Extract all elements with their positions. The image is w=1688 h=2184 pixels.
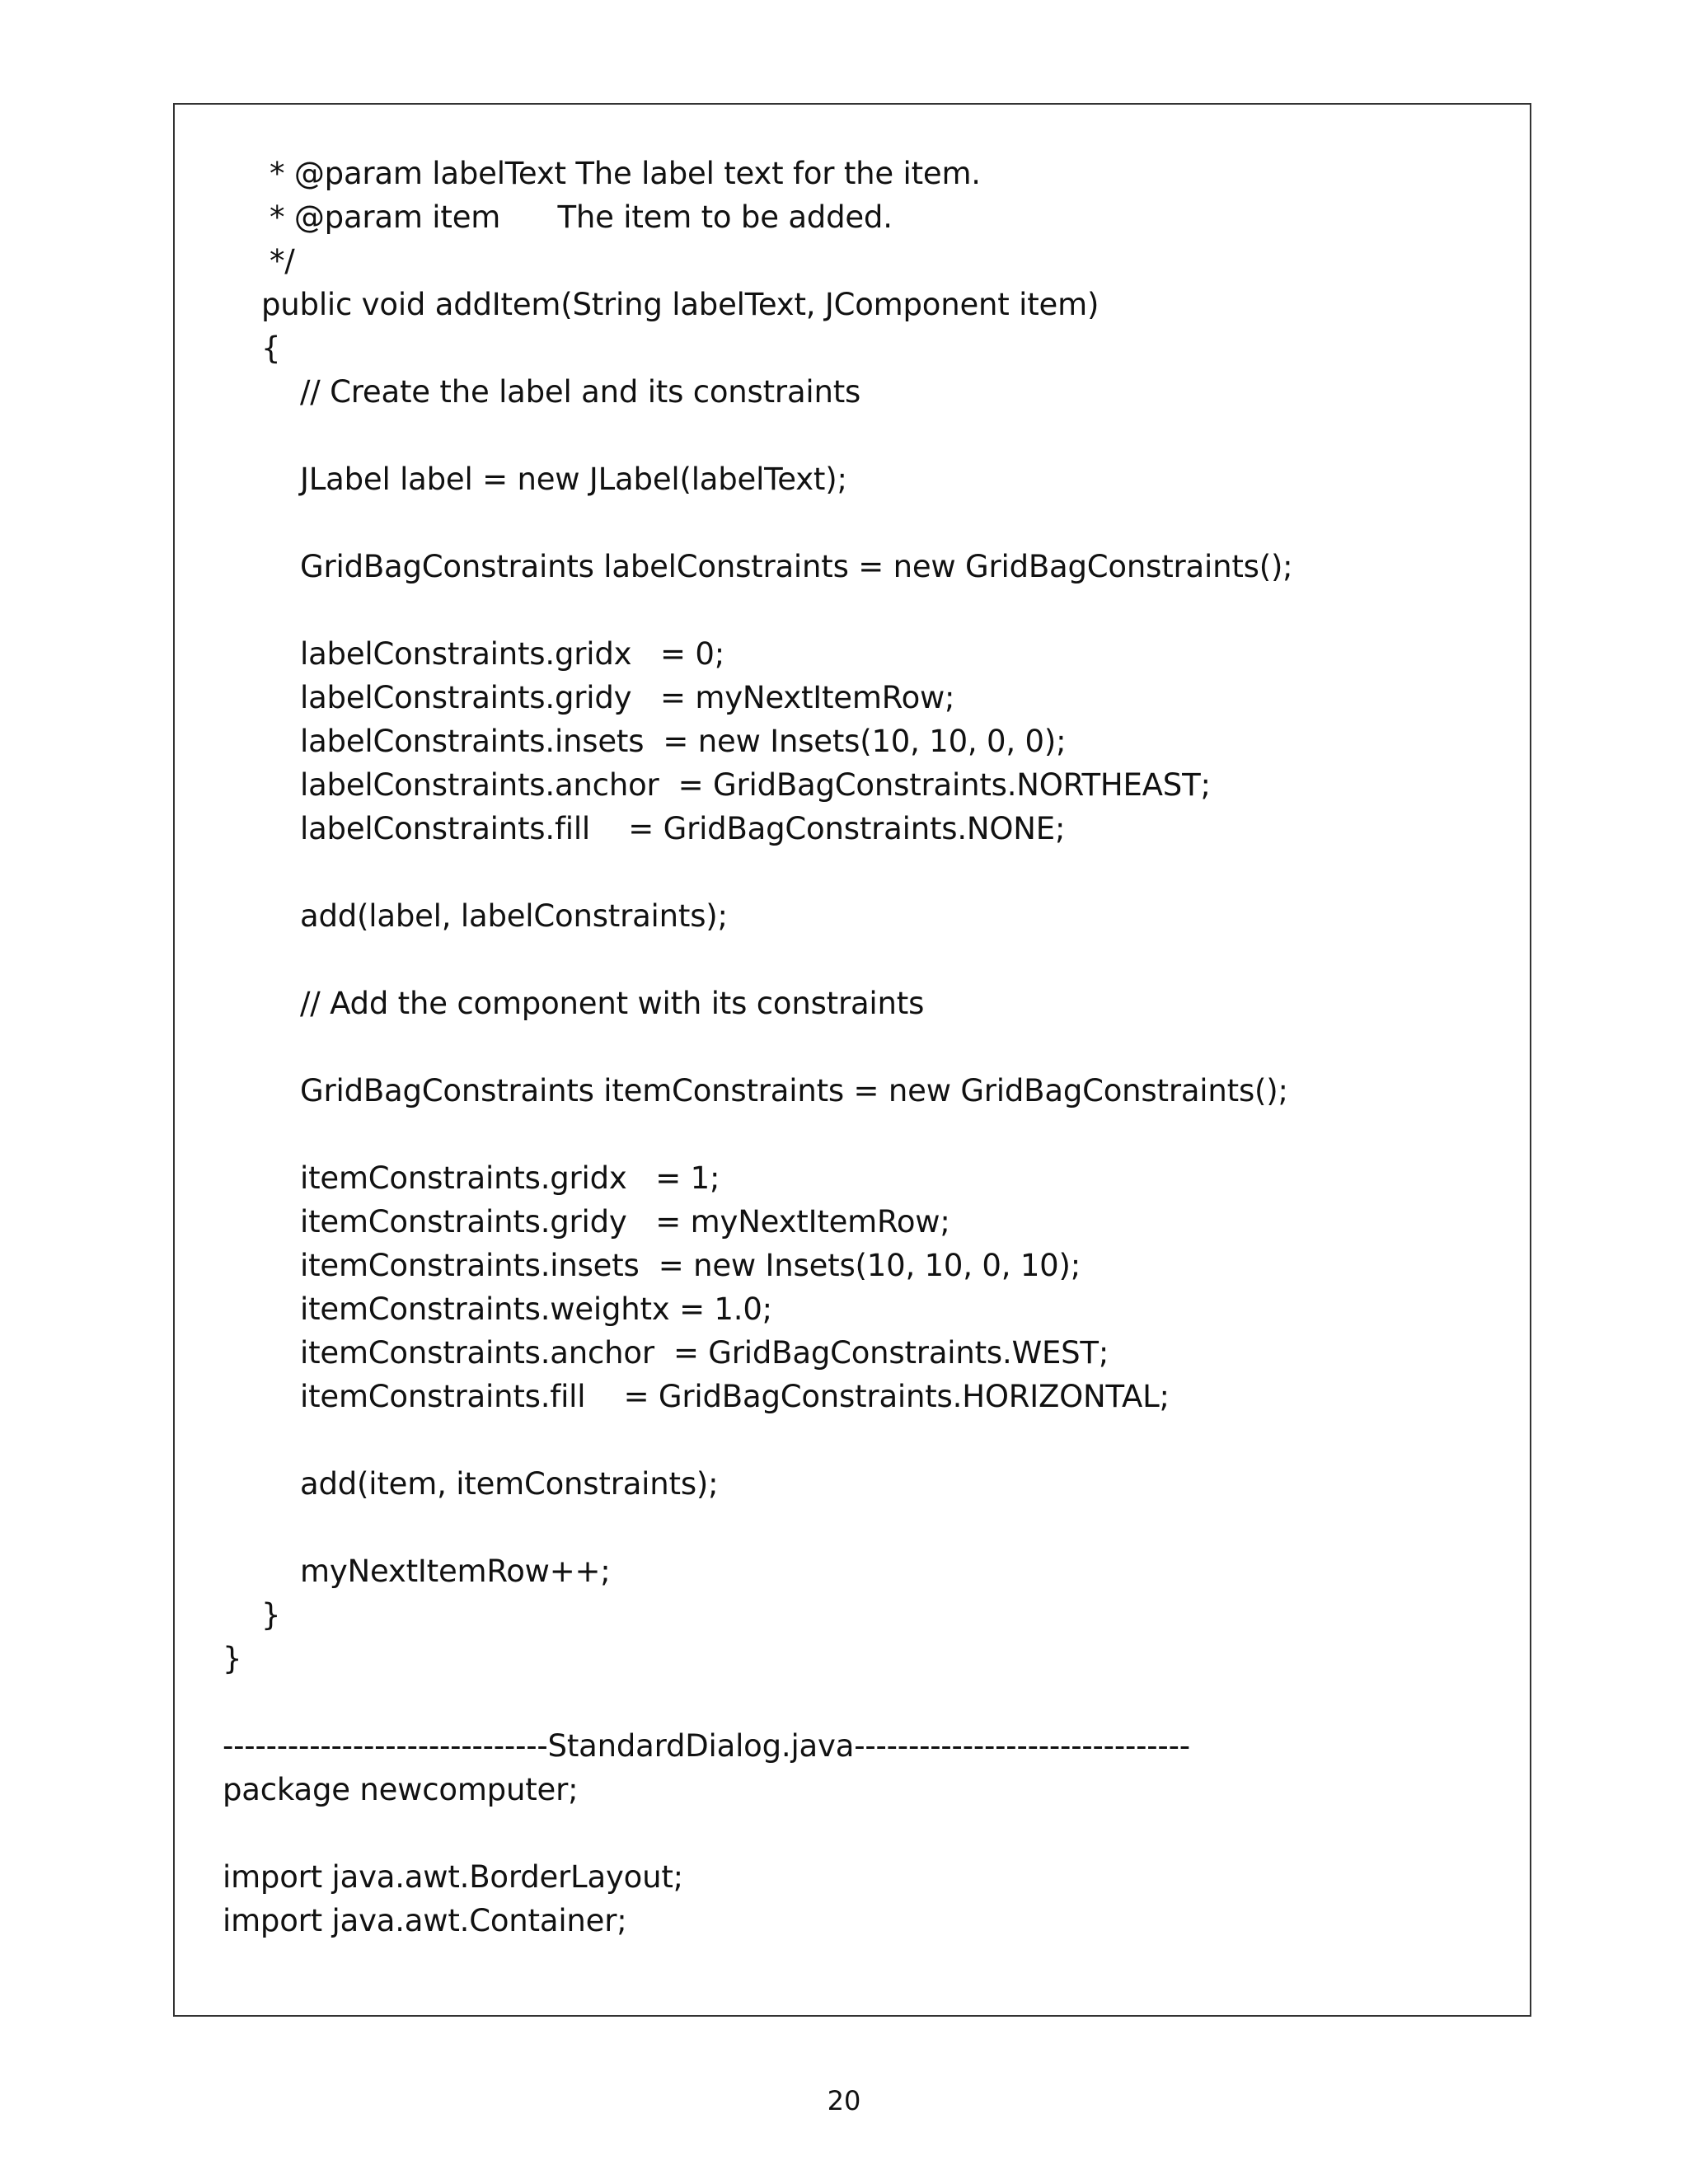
code-line: add(label, labelConstraints); xyxy=(300,898,728,934)
code-line: add(item, itemConstraints); xyxy=(300,1466,719,1502)
code-line: itemConstraints.gridy = myNextItemRow; xyxy=(300,1204,950,1240)
code-line: labelConstraints.anchor = GridBagConstraints.NORTHEAST; xyxy=(300,767,1211,803)
code-line: itemConstraints.weightx = 1.0; xyxy=(300,1291,772,1327)
code-line: } xyxy=(223,1641,242,1676)
code-line: itemConstraints.fill = GridBagConstraints.HORIZONTAL; xyxy=(300,1379,1170,1414)
code-line: labelConstraints.fill = GridBagConstraints.NONE; xyxy=(300,811,1066,846)
code-line: labelConstraints.insets = new Insets(10, 10, 0, 0); xyxy=(300,724,1067,759)
code-line: itemConstraints.gridx = 1; xyxy=(300,1160,720,1196)
code-line: import java.awt.BorderLayout; xyxy=(223,1859,683,1895)
code-listing-box xyxy=(173,103,1531,2017)
code-line: */ xyxy=(270,243,295,279)
code-listing xyxy=(175,105,1530,2015)
code-line: labelConstraints.gridy = myNextItemRow; xyxy=(300,680,955,715)
code-line: // Create the label and its constraints xyxy=(300,374,861,410)
code-line: import java.awt.Container; xyxy=(223,1903,627,1938)
code-line: // Add the component with its constraints xyxy=(300,986,925,1021)
code-line: package newcomputer; xyxy=(223,1772,579,1807)
code-line: JLabel label = new JLabel(labelText); xyxy=(300,462,847,497)
code-line: * @param labelText The label text for the item. xyxy=(270,156,981,191)
code-line: } xyxy=(261,1597,281,1633)
page-number: 20 xyxy=(827,2085,861,2116)
code-line: itemConstraints.anchor = GridBagConstraints.WEST; xyxy=(300,1335,1109,1371)
code-line: GridBagConstraints itemConstraints = new GridBagConstraints(); xyxy=(300,1073,1288,1108)
code-line: * @param item The item to be added. xyxy=(270,199,893,235)
code-line: public void addItem(String labelText, JComponent item) xyxy=(261,287,1100,322)
code-line: GridBagConstraints labelConstraints = new GridBagConstraints(); xyxy=(300,549,1293,584)
file-separator: ------------------------------StandardDialog.java------------------------------- xyxy=(223,1728,1190,1764)
code-line: { xyxy=(261,330,281,366)
code-line: myNextItemRow++; xyxy=(300,1554,611,1589)
code-line: itemConstraints.insets = new Insets(10, 10, 0, 10); xyxy=(300,1248,1081,1283)
code-line: labelConstraints.gridx = 0; xyxy=(300,636,724,672)
